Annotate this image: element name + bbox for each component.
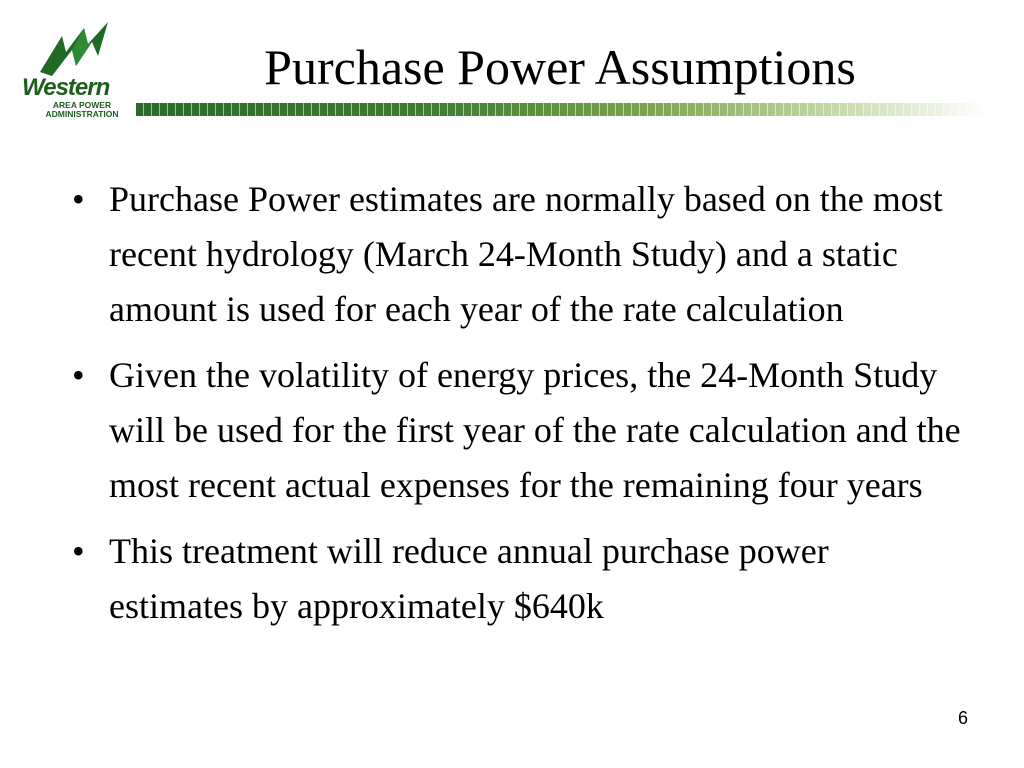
bullet-text: Given the volatility of energy prices, the 24-Month Study will be used for the first year of the rate calculation and the most recent actual expenses for the remaining four years <box>109 355 961 505</box>
bullet-item <box>64 172 964 337</box>
western-logo <box>22 22 132 122</box>
bullet-marker: • <box>72 179 85 219</box>
bullet-marker: • <box>72 355 85 395</box>
bullet-list <box>64 172 964 645</box>
bullet-text: This treatment will reduce annual purchase power estimates by approximately $640k <box>109 531 829 626</box>
slide-title: Purchase Power Assumptions <box>264 39 856 95</box>
bullet-text: Purchase Power estimates are normally based on the most recent hydrology (March 24-Month Study) and a static amount is used for each year of the rate calculation <box>109 179 943 329</box>
logo-wordmark: Western <box>22 74 110 101</box>
logo-subtitle-line2: ADMINISTRATION <box>45 109 119 119</box>
lightning-bolt-icon <box>32 22 128 78</box>
bullet-marker: • <box>72 531 85 571</box>
bullet-item <box>64 348 964 513</box>
bullet-item <box>64 524 964 634</box>
title-underline-band <box>136 103 986 116</box>
page-number: 6 <box>957 708 968 728</box>
logo-subtitle-line1: AREA POWER <box>52 100 112 110</box>
